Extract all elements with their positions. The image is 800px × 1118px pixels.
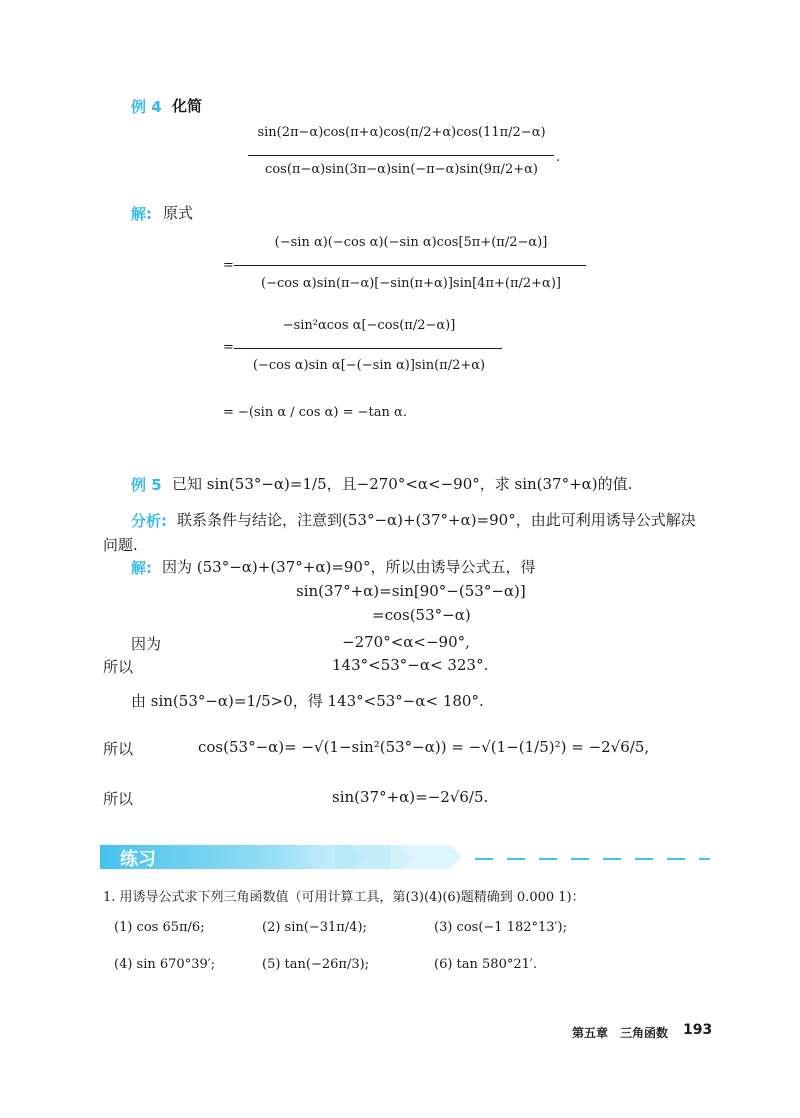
step2-numerator: −sin²αcos α[−cos(π/2−α)] xyxy=(282,318,456,333)
so-label-3: 所以 xyxy=(103,790,134,808)
so-label-1: 所以 xyxy=(103,658,134,676)
footer-chapter: 第五章 三角函数 xyxy=(572,1026,669,1040)
exercise-title: 练习 xyxy=(120,849,156,870)
exercise-item: (5) tan(−26π/3); xyxy=(262,957,370,972)
exercise-item: (1) cos 65π/6; xyxy=(114,920,205,935)
solution-4-intro: 原式 xyxy=(163,204,194,222)
step3: = −(sin α / cos α) = −tan α. xyxy=(223,405,407,420)
solution-5-line2: sin(37°+α)=sin[90°−(53°−α)] xyxy=(296,582,526,600)
exercise-question-1: 1. 用诱导公式求下列三角函数值（可用计算工具，第(3)(4)(6)题精确到 0.000 1)： xyxy=(103,890,585,905)
example-4-denominator: cos(π−α)sin(3π−α)sin(−π−α)sin(9π/2+α) xyxy=(265,162,538,177)
exercise-item: (3) cos(−1 182°13′); xyxy=(434,920,567,935)
fraction-bar xyxy=(234,265,586,266)
because-label: 因为 xyxy=(131,635,162,653)
example-5-label: 例 5 xyxy=(131,476,162,494)
fraction-bar xyxy=(248,155,554,156)
equals-sign: = xyxy=(223,340,234,355)
analysis-5-line1: 联系条件与结论，注意到(53°−α)+(37°+α)=90°，由此可利用诱导公式解决 xyxy=(177,511,696,529)
example-4-numerator: sin(2π−α)cos(π+α)cos(π/2+α)cos(11π/2−α) xyxy=(257,125,546,140)
equals-sign: = xyxy=(223,258,234,273)
step1-numerator: (−sin α)(−cos α)(−sin α)cos[5π+(π/2−α)] xyxy=(274,235,548,250)
from-line: 由 sin(53°−α)=1/5>0，得 143°<53°−α< 180°. xyxy=(131,692,484,710)
so-expr-3: sin(37°+α)=−2√6/5. xyxy=(332,788,489,806)
because-expr: −270°<α<−90°, xyxy=(342,633,470,651)
exercise-item: (6) tan 580°21′. xyxy=(434,957,537,972)
exercise-item: (4) sin 670°39′; xyxy=(114,957,216,972)
page-number: 193 xyxy=(683,1022,713,1038)
fraction-bar xyxy=(234,348,502,349)
exercise-banner xyxy=(100,843,710,871)
exercise-item: (2) sin(−31π/4); xyxy=(262,920,367,935)
analysis-5-label: 分析: xyxy=(131,512,167,530)
analysis-5-line2: 问题. xyxy=(103,536,138,554)
solution-5-line1: 因为 (53°−α)+(37°+α)=90°，所以由诱导公式五，得 xyxy=(162,558,536,576)
so-expr-1: 143°<53°−α< 323°. xyxy=(332,656,489,674)
example-5-statement: 已知 sin(53°−α)=1/5，且−270°<α<−90°，求 sin(37°+α)的值. xyxy=(172,475,633,493)
step1-denominator: (−cos α)sin(π−α)[−sin(π+α)]sin[4π+(π/2+α)] xyxy=(261,276,561,291)
so-expr-2: cos(53°−α)= −√(1−sin²(53°−α)) = −√(1−(1/5)²) = −2√6/5, xyxy=(198,738,650,756)
solution-5-label: 解: xyxy=(131,559,152,577)
step2-denominator: (−cos α)sin α[−(−sin α)]sin(π/2+α) xyxy=(252,358,486,373)
solution-4-label: 解: xyxy=(131,205,152,223)
solution-5-line3: =cos(53°−α) xyxy=(372,606,471,624)
example-4-task: 化简 xyxy=(172,97,203,115)
end-mark: . xyxy=(556,150,561,165)
example-4-label: 例 4 xyxy=(131,98,162,116)
so-label-2: 所以 xyxy=(103,740,134,758)
